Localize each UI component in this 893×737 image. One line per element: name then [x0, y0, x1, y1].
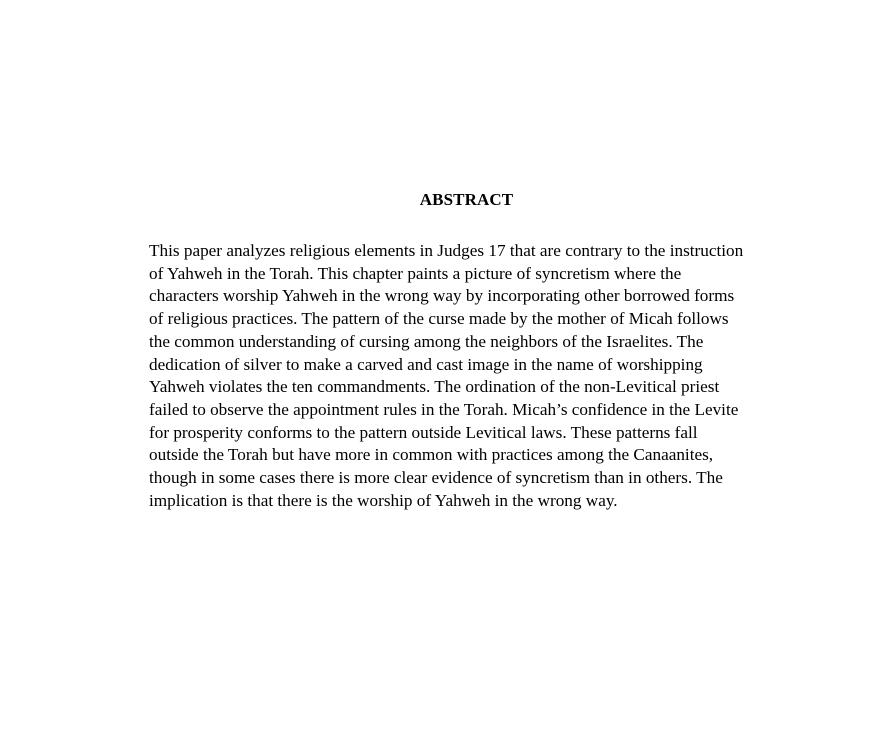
- paragraph-line: implication is that there is the worship of Yahweh in the wrong way.: [149, 490, 618, 510]
- abstract-heading: ABSTRACT: [419, 190, 514, 209]
- paragraph-line: the common understanding of cursing among the neighbors of the Israelites. The: [149, 331, 704, 351]
- paragraph-line: failed to observe the appointment rules in the Torah. Micah’s confidence in the Levite: [149, 399, 739, 419]
- paragraph-line: Yahweh violates the ten commandments. The ordination of the non-Levitical priest: [149, 377, 720, 397]
- paragraph-line: for prosperity conforms to the pattern outside Levitical laws. These patterns fall: [149, 422, 698, 442]
- paragraph-line: dedication of silver to make a carved and cast image in the name of worshipping: [149, 354, 703, 374]
- paragraph-line: outside the Torah but have more in common with practices among the Canaanites,: [149, 445, 714, 465]
- abstract-paragraph: [149, 240, 799, 512]
- paragraph-line: characters worship Yahweh in the wrong way by incorporating other borrowed forms: [149, 286, 735, 306]
- paragraph-line: of Yahweh in the Torah. This chapter paints a picture of syncretism where the: [149, 263, 682, 283]
- paragraph-line: though in some cases there is more clear evidence of syncretism than in others. The: [149, 468, 723, 488]
- paragraph-line: of religious practices. The pattern of the curse made by the mother of Micah follows: [149, 309, 729, 329]
- paragraph-line: This paper analyzes religious elements in Judges 17 that are contrary to the instruction: [149, 241, 744, 260]
